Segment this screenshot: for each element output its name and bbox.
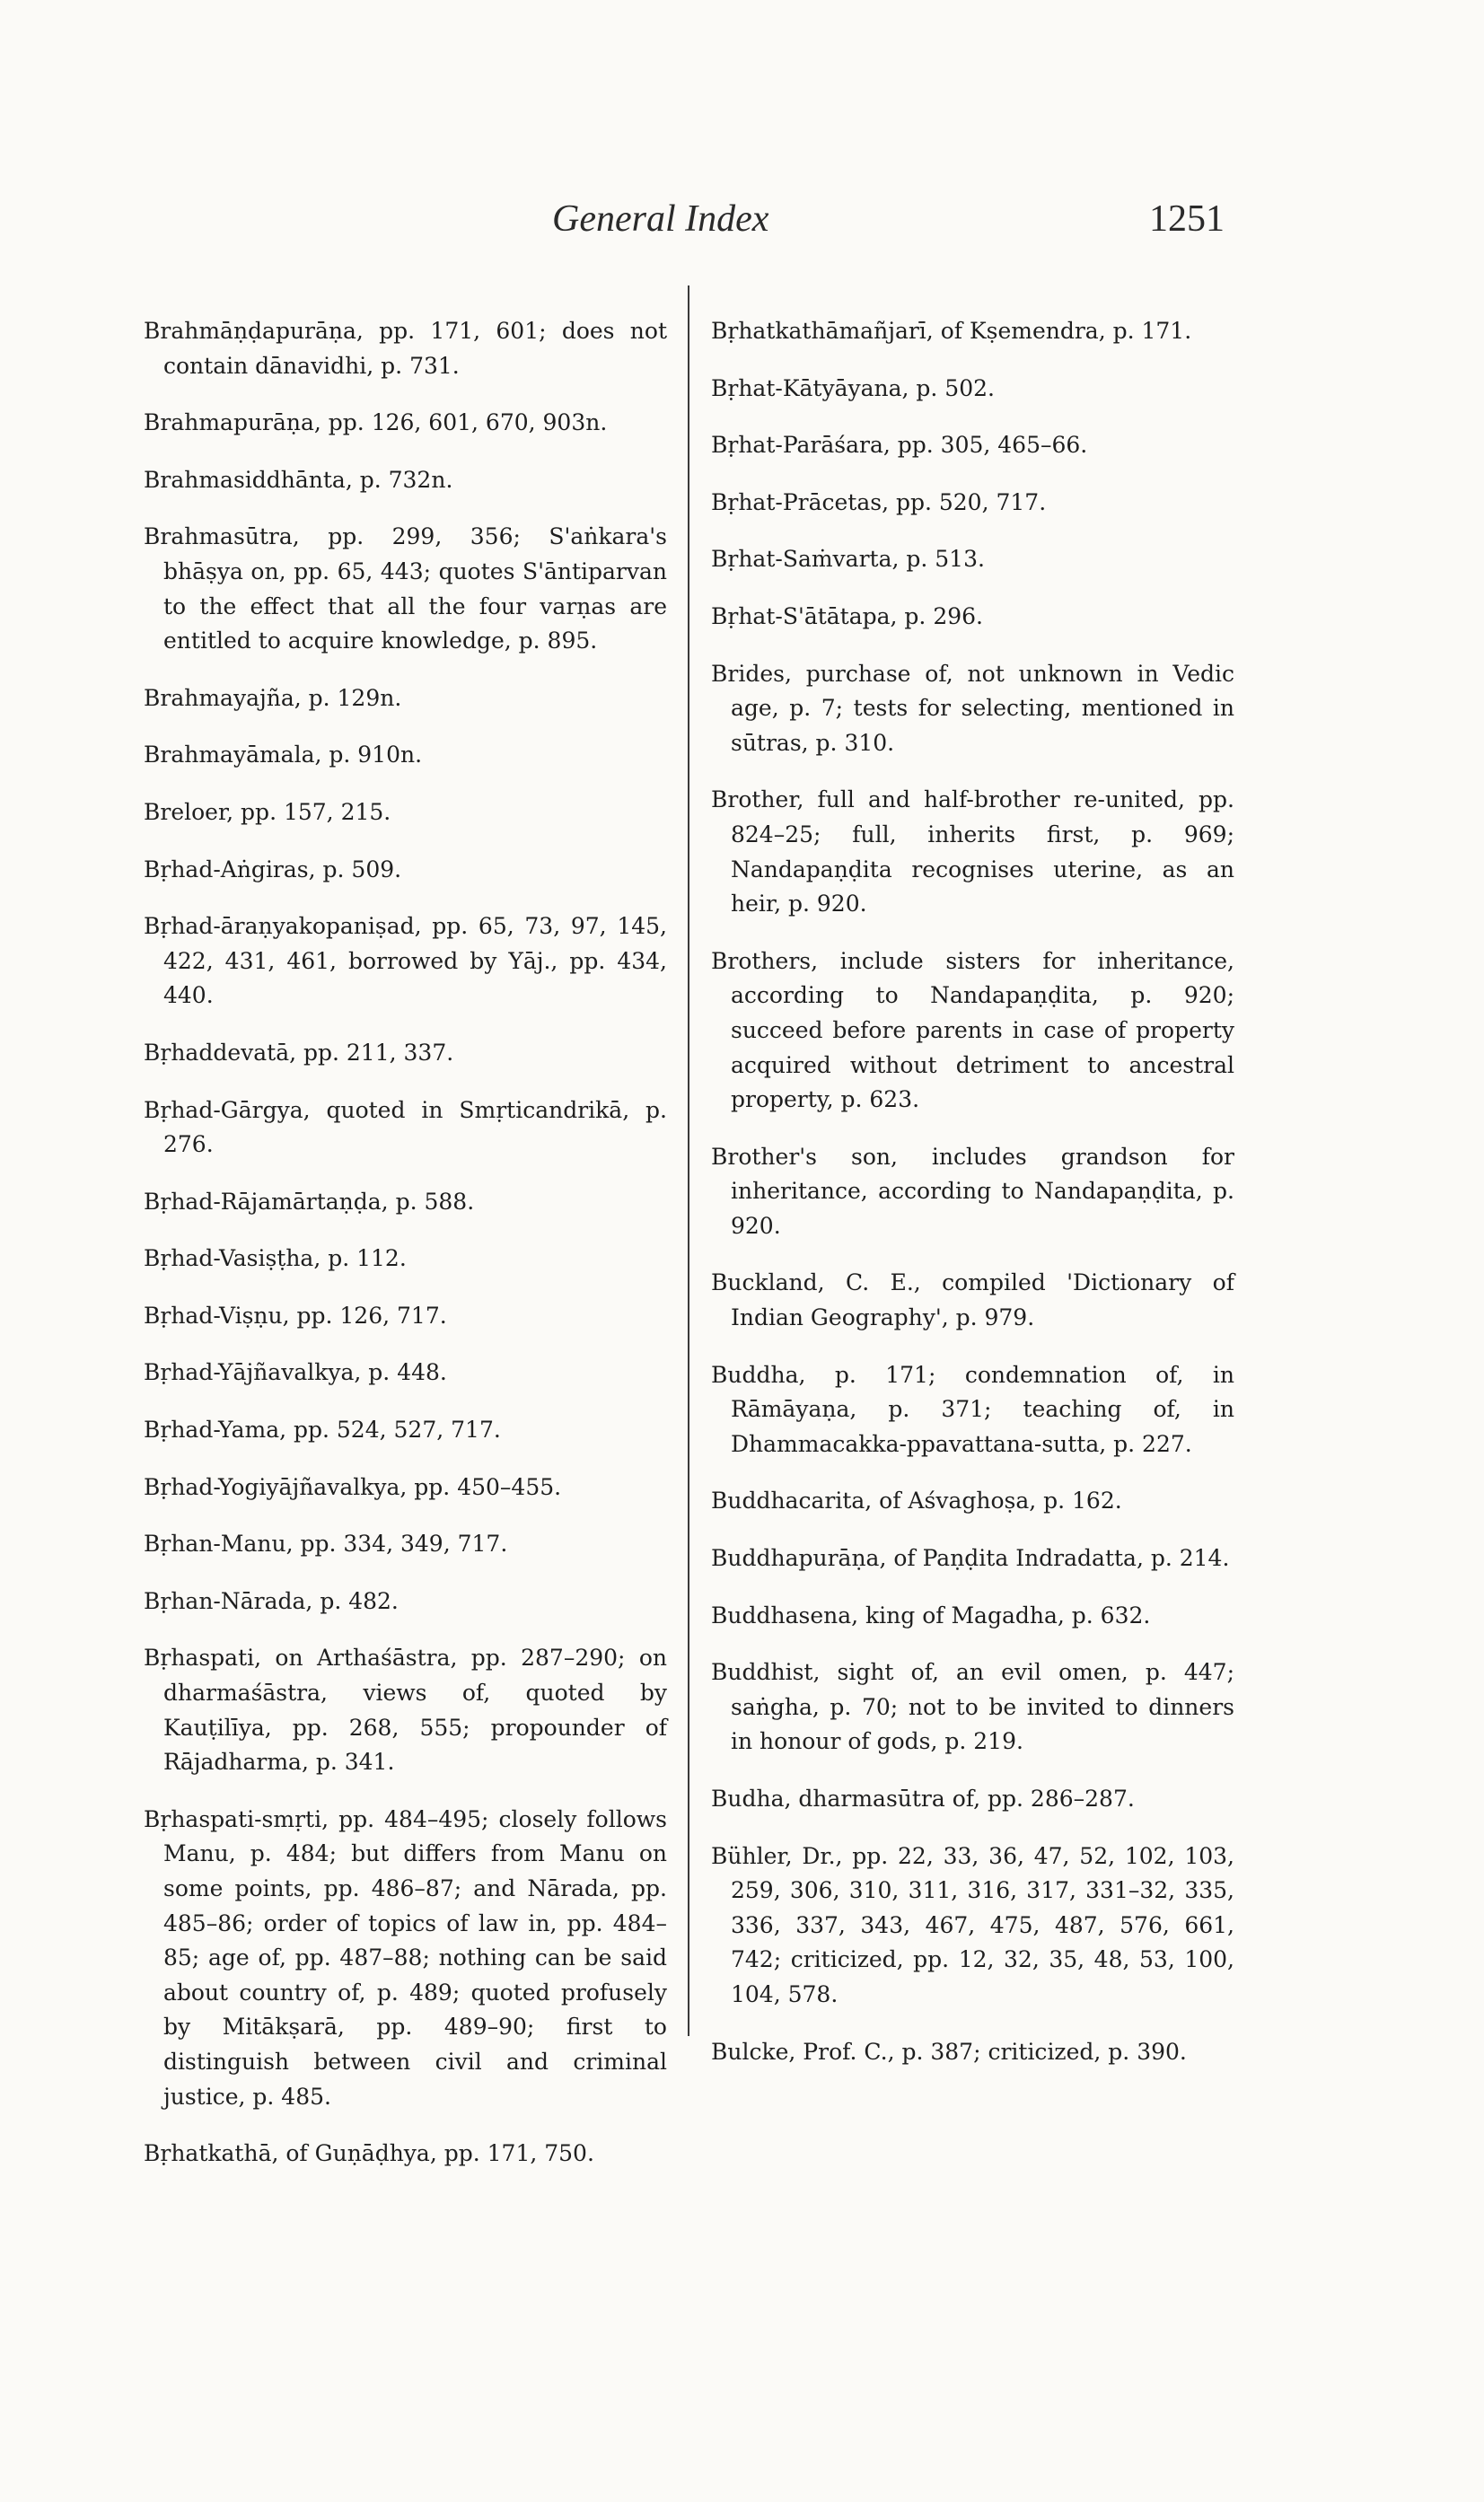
index-entry: Bṛhad-Vasiṣṭha, p. 112. — [144, 1245, 407, 1272]
running-title: General Index — [552, 198, 769, 240]
page-number: 1251 — [1149, 198, 1225, 240]
index-entry: Bulcke, Prof. C., p. 387; criticized, p. 390. — [711, 2038, 1187, 2065]
index-entry: Brother's son, includes grandson for inheritance, according to Nandapaṇḍita, p. 920. — [711, 1143, 1234, 1239]
index-entry: Buddha, p. 171; condemnation of, in Rāmāyaṇa, p. 371; teaching of, in Dhammacakka-ppavattana-sutta, p. 227. — [711, 1361, 1234, 1457]
right-column — [711, 292, 1234, 2081]
index-entry: Bṛhad-Aṅgiras, p. 509. — [144, 856, 402, 882]
index-entry: Bṛhat-Prācetas, pp. 520, 717. — [711, 488, 1047, 515]
index-entry: Brahmasiddhānta, p. 732n. — [144, 466, 453, 493]
index-entry: Brahmayāmala, p. 910n. — [144, 742, 423, 768]
index-entry: Bṛhat-Saṁvarta, p. 513. — [711, 546, 985, 573]
index-entry: Bṛhatkathāmañjarī, of Kṣemendra, p. 171. — [711, 318, 1192, 344]
index-entry: Brother, full and half-brother re-united, pp. 824–25; full, inherits first, p. 969; Nandapaṇḍita recognises uterine, as an heir, p. 920. — [711, 786, 1234, 917]
index-entry: Bṛhaddevatā, pp. 211, 337. — [144, 1039, 454, 1066]
index-entry: Brahmāṇḍapurāṇa, pp. 171, 601; does not contain dānavidhi, p. 731. — [144, 318, 667, 379]
index-entry: Bṛhad-Rājamārtaṇḍa, p. 588. — [144, 1188, 475, 1215]
index-entry: Bṛhad-Yogiyājñavalkya, pp. 450–455. — [144, 1473, 562, 1500]
index-entry: Bṛhat-Parāśara, pp. 305, 465–66. — [711, 432, 1088, 459]
index-entry: Buckland, C. E., compiled 'Dictionary of Indian Geography', p. 979. — [711, 1269, 1234, 1331]
index-entry: Bṛhad-āraṇyakopaniṣad, pp. 65, 73, 97, 145, 422, 431, 461, borrowed by Yāj., pp. 434, 440. — [144, 913, 667, 1009]
index-entry: Bṛhat-S'ātātapa, p. 296. — [711, 602, 983, 629]
index-entry: Bṛhatkathā, of Guṇāḍhya, pp. 171, 750. — [144, 2140, 594, 2167]
index-entry: Bṛhad-Gārgya, quoted in Smṛticandrikā, p. 276. — [144, 1096, 667, 1158]
index-entry: Bṛhan-Manu, pp. 334, 349, 717. — [144, 1531, 508, 1558]
page-header — [0, 190, 1484, 253]
index-entry: Buddhasena, king of Magadha, p. 632. — [711, 1602, 1151, 1628]
index-entry: Bṛhat-Kātyāyana, p. 502. — [711, 374, 995, 401]
index-entry: Brothers, include sisters for inheritance, according to Nandapaṇḍita, p. 920; succeed before parents in case of property acquired without detriment to ancestral property, p. 623. — [711, 947, 1234, 1113]
index-entry: Bühler, Dr., pp. 22, 33, 36, 47, 52, 102, 103, 259, 306, 310, 311, 316, 317, 331–32, 335, 336, 337, 343, 467, 475, 487, 576, 661, 742; criticized, pp. 12, 32, 35, 48, 53, 100, 104, 578. — [711, 1842, 1234, 2007]
index-entry: Bṛhad-Yājñavalkya, p. 448. — [144, 1359, 447, 1386]
index-entry: Brahmapurāṇa, pp. 126, 601, 670, 903n. — [144, 409, 608, 436]
index-entry: Brides, purchase of, not unknown in Vedic age, p. 7; tests for selecting, mentioned in sūtras, p. 310. — [711, 660, 1234, 756]
index-entry: Bṛhad-Viṣṇu, pp. 126, 717. — [144, 1302, 447, 1329]
index-entry: Bṛhaspati-smṛti, pp. 484–495; closely follows Manu, p. 484; but differs from Manu on some points, pp. 486–87; and Nārada, pp. 485–86; order of topics of law in, pp. 484–85; age of, pp. 487–88; nothing can be said about country of, p. 489; quoted profusely by Mitākṣarā, pp. 489–90; first to distinguish between civil and criminal justice, p. 485. — [144, 1805, 667, 2110]
index-entry: Bṛhaspati, on Arthaśāstra, pp. 287–290; on dharmaśāstra, views of, quoted by Kauṭilīya, pp. 268, 555; propounder of Rājadharma, p. 341. — [144, 1645, 667, 1776]
index-entry: Buddhacarita, of Aśvaghoṣa, p. 162. — [711, 1488, 1122, 1514]
index-entry: Bṛhan-Nārada, p. 482. — [144, 1587, 399, 1614]
index-entry: Bṛhad-Yama, pp. 524, 527, 717. — [144, 1417, 501, 1444]
column-divider — [688, 285, 689, 2036]
index-entry: Brahmasūtra, pp. 299, 356; S'aṅkara's bhāṣya on, pp. 65, 443; quotes S'āntiparvan to the effect that all the four varṇas are entitled to acquire knowledge, p. 895. — [144, 523, 667, 654]
index-entry: Budha, dharmasūtra of, pp. 286–287. — [711, 1786, 1135, 1812]
index-entry: Buddhist, sight of, an evil omen, p. 447; saṅgha, p. 70; not to be invited to dinners in honour of gods, p. 219. — [711, 1659, 1234, 1755]
left-column — [144, 292, 667, 2183]
index-entry: Brahmayajña, p. 129n. — [144, 684, 402, 711]
index-entry: Buddhapurāṇa, of Paṇḍita Indradatta, p. 214. — [711, 1545, 1230, 1572]
index-entry: Breloer, pp. 157, 215. — [144, 798, 391, 825]
